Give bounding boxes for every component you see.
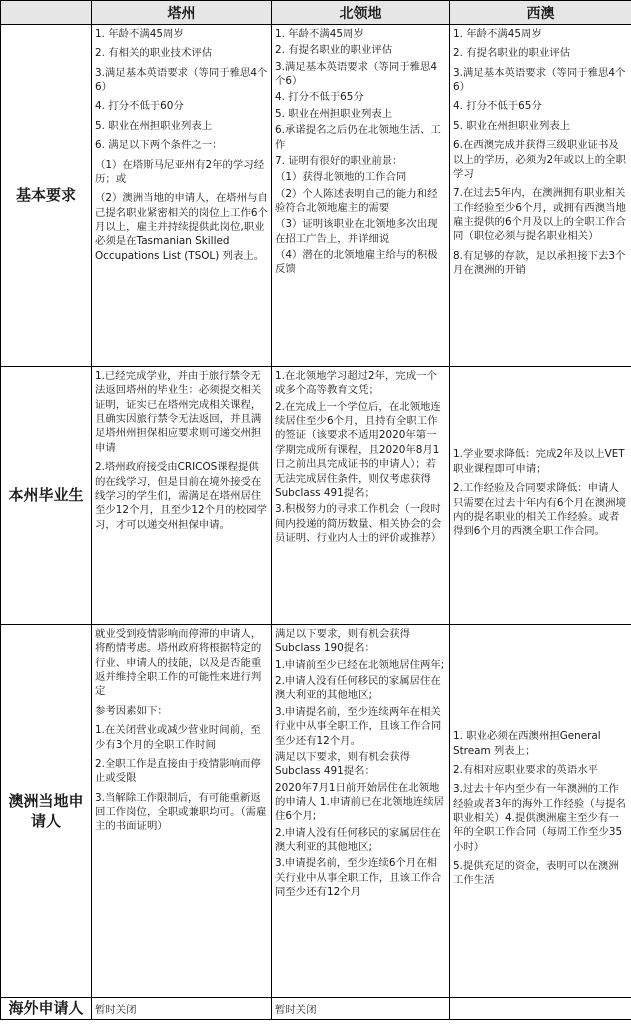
cell-nt-onshore (272, 625, 450, 998)
cell-wa-onshore (450, 625, 631, 998)
text-line: 8.有足够的存款，足以承担接下去3个月在澳洲的开销 (453, 249, 626, 277)
row-onshore-applicants (1, 625, 631, 998)
cell-wa-basic (450, 25, 631, 367)
text-line: 6.承诺提名之后仍在北领地生活、工作 (275, 124, 441, 151)
text-line: 2.有相对应职业要求的英语水平 (453, 763, 598, 776)
cell-nt-graduates (272, 367, 450, 625)
text-line: 参考因素如下： (95, 704, 168, 717)
text-line: 3.当解除工作限制后，有可能重新返回工作岗位，全职或兼职均可。（需雇主的书面证明） (95, 791, 267, 833)
text-line: （1）获得北领地的工作合同 (275, 171, 407, 184)
text-line: 1. 年龄不满45周岁 (275, 28, 364, 40)
text-line: 5. 职业在州担职业列表上 (95, 119, 213, 132)
text-line: 2. 有提名职业的职业评估 (453, 47, 571, 60)
cell-wa-offshore (450, 998, 631, 1020)
text-line: 2. 有相关的职业技术评估 (95, 47, 213, 60)
cell-nt-basic (272, 25, 450, 367)
text-line: 4. 打分不低于65分 (453, 100, 542, 113)
text-line: 2020年7月1日前开始居住在北领地的申请人 1.申请前已在北领地连续居住6个月; (275, 781, 445, 823)
text-line: 5. 职业在州担职业列表上 (275, 107, 393, 120)
text-line: 2. 有提名职业的职业评估 (275, 44, 393, 57)
cell-tas-onshore (92, 625, 272, 998)
row-state-graduates (1, 367, 631, 625)
text-line: 2.全职工作是直接由于疫情影响而停止或受限 (95, 757, 261, 785)
text-line: 1.在关闭营业或减少营业时间前，至少有3个月的全职工作时间 (95, 724, 261, 751)
row-basic-requirements (1, 25, 631, 367)
row-label-onshore-applicants: 澳洲当地申请人 (1, 625, 92, 998)
text-line: （3）证明该职业在北领地多次出现在招工广告上，并详细说 (275, 218, 438, 245)
text-line: 5. 职业在州担职业列表上 (453, 119, 571, 132)
text-line: （4）潜在的北领地雇主给与的积极反馈 (275, 249, 438, 276)
text-line: 3.申请提名前，至少连续两年在相关行业中从事全职工作，且该工作合同至少还有12个月。 (275, 705, 442, 747)
header-western-australia: 西澳 (450, 1, 631, 25)
header-row (1, 1, 631, 25)
text-line: 6. 满足以下两个条件之一： (95, 139, 223, 152)
text-line: 2.在完成上一个学位后，在北领地连续居住至少6个月，且持有全职工作的签证（该要求不适用2020年第一学期完成所有课程，且2020年8月1日之前出具完成证书的申请人）；若无法完成居住条件，则仅考虑获得Subclass 491提名； (275, 400, 441, 499)
text-line: 满足以下要求，则有机会获得Subclass 190提名： (275, 628, 411, 655)
cell-tas-offshore: 暂时关闭 (92, 998, 272, 1020)
text-line: 2.塔州政府接受由CRICOS课程提供的在线学习，但是目前在境外接受在线学习的学生们，需满足在塔州居住至少12个月，且至少12个月的校园学习，才可以递交州担保申请。 (95, 461, 267, 531)
text-line: 1.在北领地学习超过2年，完成一个或多个高等教育文凭； (275, 370, 437, 397)
text-line: 7. 证明有很好的职业前景： (275, 154, 403, 167)
text-line: 1.学业要求降低：完成2年及以上VET职业课程即可申请； (453, 448, 625, 475)
text-line: 3.积极努力的寻求工作机会（一段时间内投递的简历数量、相关协会的会员证明、行业内人士的评价或推荐） (275, 503, 442, 544)
header-corner (1, 1, 92, 25)
cell-tas-graduates (92, 367, 272, 625)
cell-tas-basic (92, 25, 272, 367)
row-label-state-graduates: 本州毕业生 (1, 367, 92, 625)
text-line: 3.满足基本英语要求（等同于雅思4个6） (453, 66, 626, 94)
header-northern-territory: 北领地 (272, 1, 450, 25)
text-line: 3.过去十年内至少有一年澳洲的工作经验或者3年的海外工作经验（与提名职业相关）4.提供澳洲雇主至少有一年的全职工作合同（每周工作至少35小时） (453, 783, 626, 853)
text-line: 1.申请前至少已经在北领地居住两年; (275, 658, 445, 671)
text-line: （2）个人陈述表明自己的能力和经验符合北领地雇主的需要 (275, 187, 438, 214)
text-line: 7.在过去5年内，在澳洲拥有职业相关工作经验至少6个月，或拥有西澳当地雇主提供的6个月及以上的全职工作合同（职位必须与提名职业相关） (453, 187, 626, 243)
row-offshore-applicants (1, 998, 631, 1020)
text-line: 6.在西澳完成并获得三级职业证书及以上的学历，必须为2年或以上的全职学习 (453, 139, 626, 180)
text-line: （2）澳洲当地的申请人，在塔州与自己提名职业紧密相关的岗位上工作6个月以上，雇主并持续提供此岗位,职业必须是在Tasmanian Skilled Occupations List (TSOL) 列表上。 (95, 192, 268, 262)
text-line: 满足以下要求，则有机会获得Subclass 491提名： (275, 750, 411, 778)
text-line: 1. 年龄不满45周岁 (95, 28, 184, 40)
text-line: 2.申请人没有任何移民的家属居住在澳大利亚的其他地区; (275, 826, 441, 854)
row-label-offshore-applicants: 海外申请人 (1, 998, 92, 1020)
text-line: 1. 职业必须在西澳州担General Stream 列表上； (453, 730, 601, 757)
cell-wa-graduates (450, 367, 631, 625)
text-line: 1.已经完成学业，并由于旅行禁令无法返回塔州的毕业生：必须提交相关证明，证实已在塔州完成相关课程，且确实因旅行禁令无法返回，并且满足塔州州担保相应要求则可递交州担申请 (95, 370, 262, 454)
text-line: 3.满足基本英语要求（等同于雅思4个6） (275, 60, 437, 88)
text-line: 4. 打分不低于65分 (275, 91, 364, 104)
text-line: 就业受到疫情影响而停滞的申请人，将酌情考虑。塔州政府将根据特定的行业、申请人的技能，以及是否能重返并维持全职工作的可能性来进行判定 (95, 628, 262, 698)
text-line: 1. 年龄不满45周岁 (453, 28, 542, 40)
header-tasmania: 塔州 (92, 1, 272, 25)
text-line: 4. 打分不低于60分 (95, 100, 184, 113)
text-line: 3.申请提名前，至少连续6个月在相关行业中从事全职工作，且该工作合同至少还有12个月 (275, 857, 442, 899)
row-label-basic-requirements: 基本要求 (1, 25, 92, 367)
text-line: 5.提供充足的资金，表明可以在澳洲工作生活 (453, 860, 619, 887)
text-line: 2.申请人没有任何移民的家属居住在澳大利亚的其他地区; (275, 675, 441, 702)
text-line: （1）在塔斯马尼亚州有2年的学习经历；或 (95, 158, 265, 185)
text-line: 2.工作经验及合同要求降低：申请人只需要在过去十年内有6个月在澳洲境内的提名职业的相关工作经验。或者得到6个月的西澳全职工作合同。 (453, 482, 626, 538)
cell-nt-offshore: 暂时关闭 (272, 998, 450, 1020)
text-line: 3.满足基本英语要求（等同于雅思4个6） (95, 66, 268, 94)
